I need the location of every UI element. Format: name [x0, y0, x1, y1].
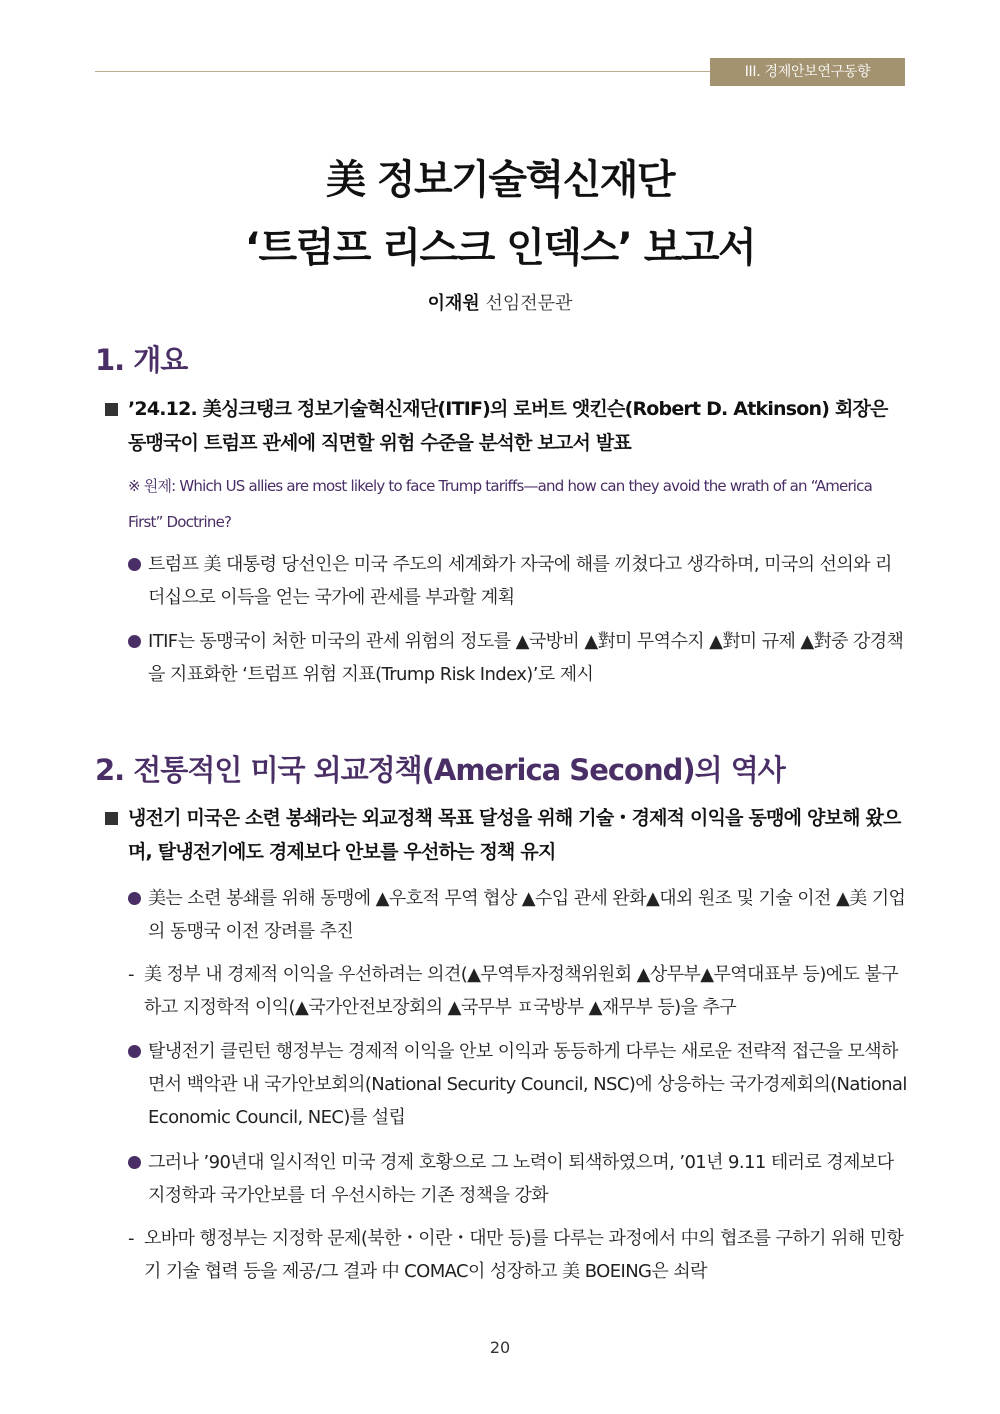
- bullet-text: 그러나 ’90년대 일시적인 미국 경제 호황으로 그 노력이 퇴색하였으며, ’01년 9.11 테러로 경제보다 지정학과 국가안보를 더 우선시하는 기존 정책을 강화: [148, 1152, 894, 1206]
- chapter-tag: III. 경제안보연구동향: [710, 58, 905, 86]
- main-point-text: ’24.12. 美싱크탱크 정보기술혁신재단(ITIF)의 로버트 앳킨슨(Robert D. Atkinson) 회장은 동맹국이 트럼프 관세에 직면할 위험 수준을 분석한 보고서 발표: [128, 398, 888, 454]
- circle-bullet-icon: [128, 892, 141, 905]
- main-point: [105, 801, 905, 869]
- title-line-1: 美 정보기술혁신재단: [325, 157, 675, 203]
- main-point-text: 냉전기 미국은 소련 봉쇄라는 외교정책 목표 달성을 위해 기술・경제적 이익을 동맹에 양보해 왔으며, 탈냉전기에도 경제보다 안보를 우선하는 정책 유지: [128, 807, 901, 863]
- circle-bullet-icon: [128, 1156, 141, 1169]
- dash-text: 오바마 행정부는 지정학 문제(북한・이란・대만 등)를 다루는 과정에서 中의 협조를 구하기 위해 민항기 기술 협력 등을 제공/그 결과 中 COMAC이 성장하고 美 BOEING은 쇠락: [144, 1228, 904, 1282]
- bullet-item: [128, 1035, 908, 1134]
- section-heading-overview: 1. 개요: [95, 343, 188, 377]
- reference-mark-icon: ※: [128, 477, 140, 495]
- dash-item: [128, 1222, 908, 1288]
- circle-bullet-icon: [128, 635, 141, 648]
- bullet-text: ITIF는 동맹국이 처한 미국의 관세 위험의 정도를 ▲국방비 ▲對미 무역수지 ▲對미 규제 ▲對중 강경책을 지표화한 ‘트럼프 위험 지표(Trump Risk Index)’로 제시: [148, 631, 904, 685]
- author-line: [0, 289, 1000, 315]
- bullet-item: [128, 1146, 908, 1212]
- bullet-item: [128, 548, 908, 614]
- header-rule: [95, 71, 710, 72]
- source-note-text: 원제: Which US allies are most likely to face Trump tariffs—and how can they avoid the wrath of an “America First” Doctrine?: [128, 477, 873, 531]
- dash-item: [128, 958, 908, 1024]
- circle-bullet-icon: [128, 558, 141, 571]
- title-line-2: ‘트럼프 리스크 인덱스’ 보고서: [244, 225, 756, 271]
- bullet-text: 트럼프 美 대통령 당선인은 미국 주도의 세계화가 자국에 해를 끼쳤다고 생각하며, 미국의 선의와 리더십으로 이득을 얻는 국가에 관세를 부과할 계획: [148, 554, 892, 608]
- author-role: 선임전문관: [485, 293, 573, 314]
- square-bullet-icon: [105, 812, 118, 825]
- dash-text: 美 정부 내 경제적 이익을 우선하려는 의견(▲무역투자정책위원회 ▲상무부▲무역대표부 등)에도 불구하고 지정학적 이익(▲국가안전보장회의 ▲국무부 ㅍ국방부 ▲재무부 등)을 추구: [144, 964, 899, 1018]
- dash-icon: -: [128, 964, 134, 985]
- bullet-item: [128, 882, 908, 948]
- circle-bullet-icon: [128, 1045, 141, 1058]
- page-number: 20: [489, 1338, 511, 1357]
- author-name: 이재원: [427, 293, 480, 314]
- bullet-text: 탈냉전기 클린턴 행정부는 경제적 이익을 안보 이익과 동등하게 다루는 새로운 전략적 접근을 모색하면서 백악관 내 국가안보회의(National Security Council, NSC)에 상응하는 국가경제회의(National Economic Council, NEC)를 설립: [148, 1041, 907, 1128]
- section-heading-history: 2. 전통적인 미국 외교정책(America Second)의 역사: [95, 753, 785, 787]
- bullet-text: 美는 소련 봉쇄를 위해 동맹에 ▲우호적 무역 협상 ▲수입 관세 완화▲대외 원조 및 기술 이전 ▲美 기업의 동맹국 이전 장려를 추진: [148, 888, 906, 942]
- dash-icon: -: [128, 1228, 134, 1249]
- square-bullet-icon: [105, 403, 118, 416]
- source-note: [128, 468, 908, 540]
- bullet-item: [128, 625, 908, 691]
- main-point: [105, 392, 905, 460]
